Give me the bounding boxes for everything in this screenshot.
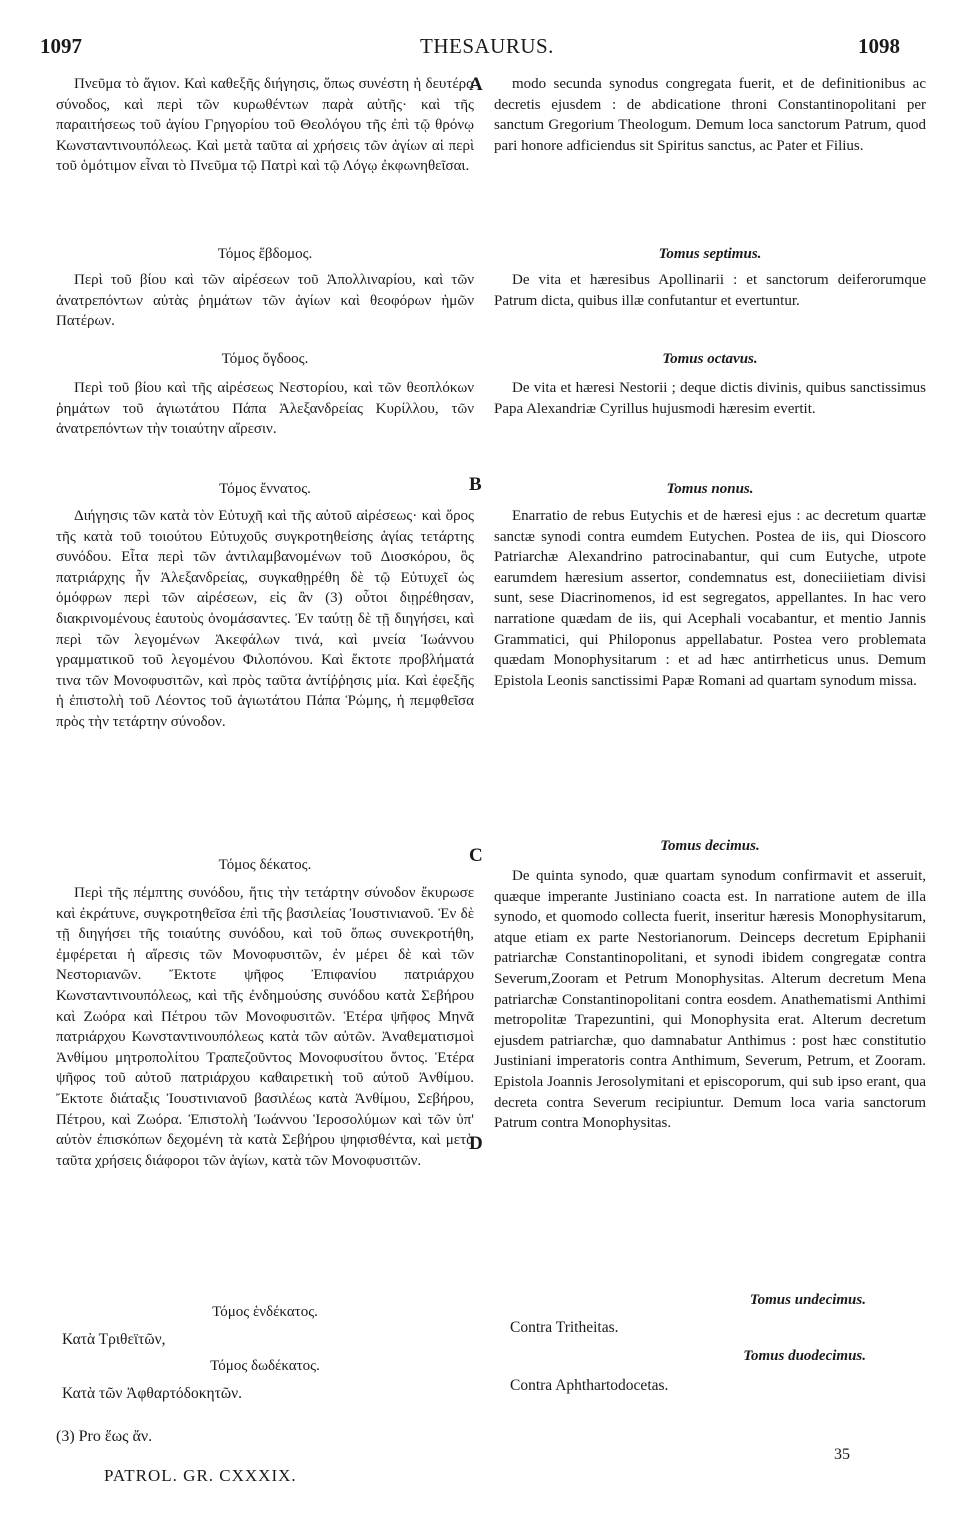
sheet-number: 35 — [834, 1446, 850, 1463]
latin-tome11-heading: Tomus undecimus. — [749, 1292, 866, 1308]
latin-tome9-heading: Tomus nonus. — [666, 481, 754, 497]
section-marker-d: D — [469, 1133, 483, 1154]
greek-tome11-text: Κατὰ Τριθεϊτῶν, — [62, 1331, 166, 1348]
greek-tome9-paragraph: Διήγησις τῶν κατὰ τὸν Εὐτυχῆ καὶ τῆς αὐτοῦ αἱρέσεως· καὶ ὅρος τῆς κατὰ τοῦ τοιούτου Εὐτυχοῦς συγκροτηθείσης ἁγίας τετάρτης συνόδου. Εἶτα περὶ τῶν ἀντιλαμβανομένων τοῦ Διοσκόρου, ὃς πατριάρχης ἦν Ἀλεξανδρείας, συγκαθῃρέθη δὲ τῷ Εὐτυχεῖ ὡς ὁμόφρων περὶ τῶν αἱρέσεων, εἰς ἂν (3) οὗτοι διῃρέθησαν, διακρινομένους ἑαυτοὺς ὀνομάσαντες. Ἐν ταύτῃ δὲ τῇ διηγήσει, καὶ περὶ τῶν λεγομένων Ἀκεφάλων τινά, καὶ μνεία Ἰωάννου γραμματικοῦ τοῦ λεγομένου Φιλοπόνου. Καὶ ἔκτοτε προβλήματά τινα τῶν Μονοφυσιτῶν, καὶ πρὸς ταῦτα ἀντίῤῥησις μία. Καὶ ἐφεξῆς ἡ ἐπιστολὴ τοῦ Λέοντος τοῦ ἁγιωτάτου Πάπα Ῥώμης, ἡ πεμφθεῖσα πρὸς τὴν τετάρτην σύνοδον. — [56, 508, 474, 730]
latin-tome10-paragraph: De quinta synodo, quæ quartam synodum confirmavit et asseruit, quæque imperante Justiniano coacta est. In narratione autem de illa synodo, et quomodo collecta fuerit, inseritur hæresis Monophysitarum, atque etiam ex parte Nestorianorum. Deinceps decretum Epiphanii patriarchæ Constantinopolitani, et synodi ibidem congregatæ contra Severum,Zooram et Petrum Monophysitas. Alterum decretum Mena patriarchæ Constantinopolitani contra eosdem. Anathematismi Anthimi metropolitæ Trapezuntini, qui Monophysita erat. Alterum decretum ejusdem patriarchæ, quo damnabatur Anthimus : post hæc constitutio Justiniani imperatoris contra Anthimum, Severum, Petrum, et Zooram. Epistola Joannis Jerosolymitani et episcoporum, qui sub ipso erant, qua decreta contra Severum recipiuntur. Demum loca varia sanctorum Patrum contra Monophysitas. — [494, 868, 926, 1132]
latin-tome8-paragraph: De vita et hæresi Nestorii ; deque dictis divinis, quibus sanctissimus Papa Alexandriæ Cyrillus hujusmodi hæresim evertit. — [494, 380, 926, 417]
signature-mark: PATROL. GR. CXXXIX. — [104, 1466, 297, 1485]
greek-tome7-paragraph: Περὶ τοῦ βίου καὶ τῶν αἱρέσεων τοῦ Ἀπολλιναρίου, καὶ τῶν ἀνατρεπόντων αὐτὰς ῥημάτων τῶν ἁγίων καὶ θεοφόρων ἡμῶν Πατέρων. — [56, 272, 474, 330]
greek-tome9-heading: Τόμος ἔννατος. — [219, 481, 311, 497]
section-marker-a: A — [469, 74, 483, 95]
greek-tome8-paragraph: Περὶ τοῦ βίου καὶ τῆς αἱρέσεως Νεστορίου, καὶ τῶν θεοπλόκων ῥημάτων τοῦ ἁγιωτάτου Πάπα Ἀλεξανδρείας Κυρίλλου, τῶν ἀνατρεπόντων τὴν τοιαύτην αἵρεσιν. — [56, 380, 474, 438]
latin-tome11-text: Contra Tritheitas. — [510, 1319, 619, 1336]
section-marker-b: B — [469, 474, 482, 495]
section-marker-c: C — [469, 845, 483, 866]
latin-tome12-heading: Tomus duodecimus. — [743, 1348, 866, 1364]
latin-tome10-heading: Tomus decimus. — [660, 838, 760, 854]
greek-tome12-text: Κατὰ τῶν Ἀφθαρτόδοκητῶν. — [62, 1385, 242, 1402]
latin-tome12-text: Contra Aphthartodocetas. — [510, 1377, 669, 1394]
footnote: (3) Pro ἕως ἄν. — [56, 1428, 153, 1445]
greek-intro-paragraph: Πνεῦμα τὸ ἅγιον. Καὶ καθεξῆς διήγησις, ὅπως συνέστη ἡ δευτέρα σύνοδος, καὶ περὶ τῶν κυρωθέντων παρὰ αὐτῆς· καὶ τῆς παραιτήσεως τοῦ ἁγίου Γρηγορίου τοῦ Θεολόγου τῆς ἐπὶ τῷ θρόνῳ Κωνσταντινουπόλεως. Καὶ μετὰ ταῦτα αἱ χρήσεις τῶν ἁγίων αἱ περὶ τοῦ ὁμότιμον εἶναι τὸ Πνεῦμα τῷ Πατρὶ καὶ τῷ Λόγῳ ἐκφωνηθεῖσαι. — [56, 76, 474, 175]
page-number-right: 1098 — [858, 34, 900, 58]
running-title: THESAURUS. — [420, 34, 554, 58]
greek-tome7-heading: Τόμος ἕβδομος. — [217, 246, 313, 262]
latin-tome7-paragraph: De vita et hæresibus Apollinarii : et sanctorum deiferorumque Patrum dicta, quibus illæ confutantur et evertuntur. — [494, 272, 926, 309]
greek-tome10-paragraph: Περὶ τῆς πέμπτης συνόδου, ἥτις τὴν τετάρτην σύνοδον ἔκυρωσε καὶ ἐκράτυνε, συγκροτηθεῖσα ἐπὶ τῆς βασιλείας Ἰουστινιανοῦ. Ἐν δὲ τῇ διηγήσει τῆς τοιαύτης συνόδου, καὶ τοῦ ὅπως συνεκροτήθη, ἐμφέρεται ἡ αἵρεσις τῶν Μονοφυσιτῶν, ἐν μέρει δὲ καὶ τῶν Νεστοριανῶν. Ἔκτοτε ψῆφος Ἐπιφανίου πατριάρχου Κωνσταντινουπόλεως, καὶ τῆς ἐνδημούσης συνόδου κατὰ Σεβήρου καὶ Ζωόρα καὶ Πέτρου τῶν Μονοφυσιτῶν. Ἑτέρα ψῆφος Μηνᾶ πατριάρχου Κωνσταντινουπόλεως κατὰ τῶν αὐτῶν. Ἀναθεματισμοὶ Ἀνθίμου μητροπολίτου Τραπεζοῦντος Μονοφυσίτου ὄντος. Ἑτέρα ψῆφος τοῦ αὐτοῦ πατριάρχου καθαιρετικὴ τοῦ αὐτοῦ Ἀνθίμου. Ἔκτοτε διάταξις Ἰουστινιανοῦ βασιλέως κατὰ Ἀνθίμου, Σεβήρου, Πέτρου, καὶ Ζωόρα. Ἐπιστολὴ Ἰωάννου Ἱεροσολύμων καὶ τῶν ὑπ' αὐτὸν ἐπισκόπων δεχομένη τὰ κατὰ Σεβήρου ψηφισθέντα, καὶ μετὰ ταῦτα χρήσεις διάφοροι τῶν ἁγίων, κατὰ τῶν Μονοφυσιτῶν. — [56, 885, 474, 1169]
greek-tome8-heading: Τόμος ὄγδοος. — [221, 351, 309, 367]
greek-tome12-heading: Τόμος δωδέκατος. — [210, 1358, 320, 1374]
latin-tome9-paragraph: Enarratio de rebus Eutychis et de hæresi ejus : ac decretum quartæ sanctæ synodi contra eumdem Eutychen. Postea de iis, qui Dioscoro Patriarchæ Alexandrino patrocinabantur, qui cum Eutyche, utpote earumdem hæresium assertor, condemnatus est, doneciiietiam divisi sunt, sese Diacrinomenos, id est segregatos, appellantes. In hac vero narratione quædam de iis, qui Acephali vocabantur, et mentio Jannis Grammatici, qui Philoponus appellabatur. Postea vero problemata quædam Monophysitarum : et ad hæc antirrheticus unus. Demum Epistola Leonis sanctissimi Papæ Romani ad quartam synodum missa. — [494, 508, 926, 689]
greek-tome11-heading: Τόμος ἑνδέκατος. — [212, 1304, 318, 1320]
greek-tome10-heading: Τόμος δέκατος. — [218, 857, 312, 873]
latin-tome7-heading: Tomus septimus. — [658, 246, 762, 262]
latin-tome8-heading: Tomus octavus. — [662, 351, 758, 367]
latin-intro-paragraph: modo secunda synodus congregata fuerit, et de definitionibus ac decretis ejusdem : de abdicatione throni Constantinopolitani per sanctum Gregorium Theologum. Demum loca sanctorum Patrum, quod pari honore adficiendus sit Spiritus sanctus, ac Pater et Filius. — [494, 76, 926, 154]
page-number-left: 1097 — [40, 34, 82, 58]
